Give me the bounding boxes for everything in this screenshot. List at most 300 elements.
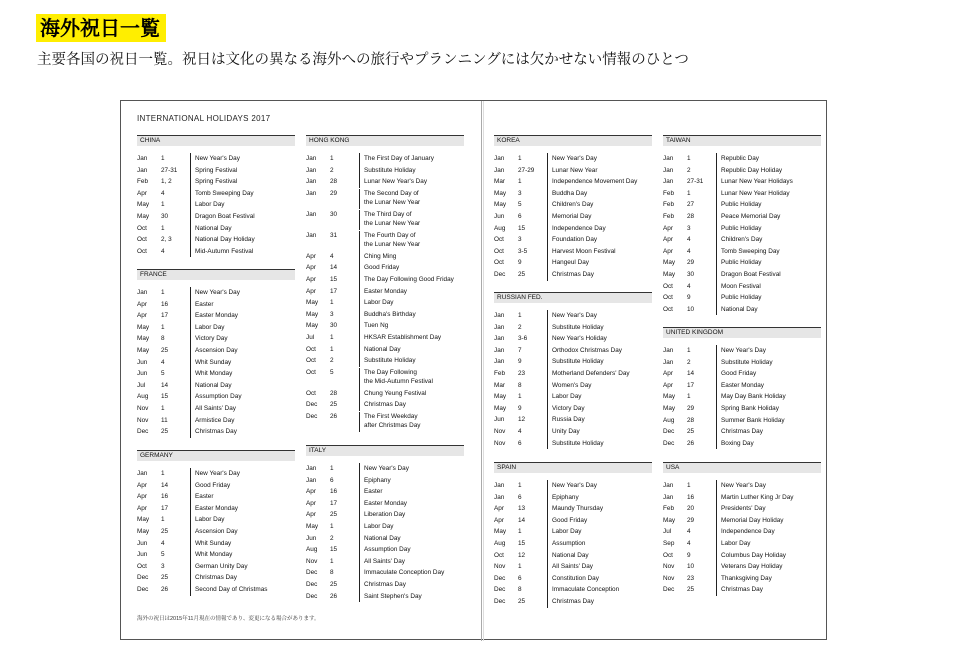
holiday-row [137,584,295,596]
holiday-row [306,388,464,400]
holiday-name: Children's Day [552,201,594,209]
holiday-date: 1 [518,526,548,538]
holiday-month: Oct [494,247,504,255]
holiday-row [137,333,295,345]
holiday-date: 1 [518,561,548,573]
holiday-date: 7 [518,345,548,357]
holiday-row [663,234,821,246]
holiday-row [494,561,652,573]
holiday-date: 4 [687,526,717,538]
holiday-name: Constitution Day [552,574,599,582]
holiday-name: Independence Day [721,528,775,536]
holiday-name: Harvest Moon Festival [552,247,616,255]
holiday-name: Orthodox Christmas Day [552,346,622,354]
holiday-date: 1 [518,176,548,188]
holiday-date: 14 [161,480,191,492]
holiday-row [494,223,652,235]
holiday-date: 10 [687,304,717,316]
holiday-row [137,468,295,480]
holiday-row [494,391,652,403]
holiday-row [663,345,821,357]
holiday-date: 15 [330,544,360,556]
holiday-row [663,415,821,427]
holiday-row [494,176,652,188]
holiday-list [663,153,821,315]
holiday-row [306,399,464,411]
holiday-list [306,463,464,602]
holiday-row [306,486,464,498]
holiday-date: 1 [161,514,191,526]
holiday-date: 25 [161,572,191,584]
holiday-row [663,391,821,403]
holiday-month: Jun [494,416,505,424]
holiday-month: Dec [306,569,318,577]
holiday-date: 25 [330,399,360,411]
booklet-spine [481,101,482,641]
holiday-name: Easter Monday [364,287,407,295]
holiday-list [137,468,295,596]
holiday-month: Oct [494,236,504,244]
holiday-list [494,310,652,449]
holiday-date: 1 [518,391,548,403]
holiday-name: Chung Yeung Festival [364,389,427,397]
holiday-name: Whit Monday [195,370,233,378]
holiday-list [137,153,295,257]
holiday-date: 4 [687,234,717,246]
holiday-date: 4 [687,538,717,550]
holiday-name: All Saints' Day [364,557,405,565]
holiday-month: Oct [663,282,673,290]
holiday-row [306,153,464,165]
holiday-month: Jul [663,528,672,536]
section-france [137,269,295,438]
holiday-date: 1 [330,463,360,475]
holiday-name: Christmas Day [721,586,763,594]
holiday-date: 1 [518,310,548,322]
holiday-date: 1 [161,287,191,299]
holiday-row [663,188,821,200]
holiday-name: National Day [195,224,232,232]
holiday-row [306,498,464,510]
holiday-row [306,544,464,556]
section-korea [494,135,652,281]
holiday-name: Labor Day [552,393,582,401]
holiday-date: 6 [518,438,548,450]
holiday-name: Peace Memorial Day [721,212,781,220]
holiday-date: 14 [330,262,360,274]
holiday-month: Dec [494,574,506,582]
holiday-row [663,550,821,562]
holiday-name: Public Holiday [721,201,762,209]
holiday-name: The Third Day of the Lunar New Year [364,210,421,227]
holiday-name: Labor Day [364,522,394,530]
holiday-list [663,345,821,449]
holiday-name: Christmas Day [195,428,237,436]
holiday-row [494,333,652,345]
holiday-month: Dec [663,428,675,436]
holiday-date: 28 [330,388,360,400]
holiday-date: 2, 3 [161,234,191,246]
holiday-month: Apr [137,481,147,489]
holiday-row [306,567,464,579]
holiday-row [494,188,652,200]
holiday-month: Feb [663,201,675,209]
holiday-row [663,281,821,293]
holiday-month: May [494,393,507,401]
holiday-row [494,269,652,281]
holiday-name: Lunar New Year Holiday [721,189,790,197]
holiday-row [137,415,295,427]
holiday-name: Ascension Day [195,527,238,535]
holiday-month: Nov [137,404,149,412]
holiday-month: May [137,201,150,209]
holiday-name: Good Friday [195,481,231,489]
page-subtitle: 主要各国の祝日一覧。祝日は文化の異なる海外への旅行やプランニングには欠かせない情報のひとつ [37,52,689,68]
holiday-name: Immaculate Conception [552,586,620,594]
holiday-month: Dec [137,585,149,593]
holiday-name: Christmas Day [721,428,763,436]
holiday-date: 2 [687,357,717,369]
holiday-name: Columbus Day Holiday [721,551,786,559]
holiday-row [663,269,821,281]
holiday-row [494,596,652,608]
holiday-row [137,391,295,403]
holiday-date: 1 [161,468,191,480]
holiday-date: 29 [687,515,717,527]
holiday-month: Apr [306,275,316,283]
holiday-name: Saint Stephen's Day [364,592,422,600]
holiday-date: 26 [330,412,360,432]
holiday-row [494,414,652,426]
holiday-month: Jan [494,358,505,366]
holiday-month: Oct [306,389,316,397]
holiday-date: 25 [687,426,717,438]
holiday-list [494,153,652,281]
holiday-name: Assumption Day [364,546,411,554]
holiday-month: Apr [663,370,673,378]
holiday-date: 9 [518,257,548,269]
holiday-name: Substitute Holiday [721,358,773,366]
holiday-date: 15 [518,223,548,235]
holiday-row [306,209,464,230]
holiday-date: 16 [687,492,717,504]
booklet-footnote: 海外の祝日は2015年11月現在の情報であり、変更になる場合があります。 [137,616,320,622]
holiday-list [137,287,295,438]
holiday-row [663,357,821,369]
holiday-row [306,475,464,487]
holiday-row [306,579,464,591]
holiday-row [137,514,295,526]
section-heading: TAIWAN [663,135,821,146]
holiday-row [137,246,295,258]
holiday-name: Liberation Day [364,511,406,519]
holiday-row [663,515,821,527]
holiday-month: Jan [306,155,317,162]
holiday-row [306,251,464,263]
holiday-row [663,199,821,211]
holiday-month: Jan [494,493,505,501]
holiday-month: Jan [137,155,148,162]
holiday-date: 3 [687,223,717,235]
holiday-month: Oct [137,562,147,570]
holiday-month: May [306,310,319,318]
holiday-name: Whit Monday [195,551,233,559]
holiday-date: 1 [687,188,717,200]
holiday-date: 10 [687,561,717,573]
holiday-name: New Year's Day [195,289,240,296]
holiday-name: Easter Monday [195,312,238,320]
holiday-row [494,153,652,165]
holiday-row [306,521,464,533]
holiday-row [306,262,464,274]
holiday-month: Apr [306,499,316,507]
holiday-name: New Year's Day [364,465,409,472]
holiday-list [663,480,821,596]
holiday-month: Apr [306,488,316,496]
holiday-date: 1 [330,153,360,165]
holiday-list [306,153,464,432]
section-heading: RUSSIAN FED. [494,292,652,303]
holiday-date: 27 [687,199,717,211]
holiday-name: National Day [721,305,758,313]
holiday-month: Jan [663,347,674,354]
holiday-date: 1 [330,297,360,309]
holiday-name: Easter Monday [195,504,238,512]
holiday-date: 30 [330,320,360,332]
holiday-row [494,368,652,380]
holiday-row [137,322,295,334]
holiday-month: Jan [494,346,505,354]
holiday-name: Labor Day [195,201,225,209]
holiday-month: Jun [137,539,148,547]
section-russian-fed [494,292,652,449]
holiday-month: Feb [137,178,149,186]
booklet-spine-shadow [483,101,484,641]
holiday-month: May [663,404,676,412]
holiday-month: Feb [663,505,675,513]
holiday-month: Jan [306,189,317,197]
holiday-month: Jan [494,166,505,174]
holiday-name: New Year's Day [552,312,597,319]
holiday-name: Women's Day [552,381,592,389]
holiday-row [306,344,464,356]
booklet-title: INTERNATIONAL HOLIDAYS 2017 [137,114,271,123]
holiday-row [494,345,652,357]
holiday-month: Apr [306,264,316,272]
holiday-date: 29 [687,257,717,269]
holiday-name: Tomb Sweeping Day [721,247,780,255]
holiday-row [306,533,464,545]
holiday-date: 6 [330,475,360,487]
holiday-month: Dec [137,574,149,582]
holiday-row [494,356,652,368]
holiday-name: Public Holiday [721,224,762,232]
holiday-month: May [663,516,676,524]
holiday-name: Spring Festival [195,178,238,186]
holiday-month: Aug [494,224,506,232]
holiday-month: Jan [306,476,317,484]
holiday-date: 29 [687,403,717,415]
holiday-month: Jan [137,166,148,174]
holiday-date: 4 [687,246,717,258]
holiday-name: New Year's Day [552,482,597,489]
holiday-name: Spring Festival [195,166,238,174]
holiday-row [306,509,464,521]
holiday-month: Apr [137,189,147,197]
holiday-date: 28 [330,176,360,188]
holiday-row [306,286,464,298]
holiday-date: 27-29 [518,165,548,177]
holiday-row [663,380,821,392]
holiday-name: Good Friday [721,370,757,378]
holiday-month: Dec [663,586,675,594]
holiday-name: German Unity Day [195,562,248,570]
holiday-date: 9 [518,356,548,368]
holiday-name: The First Day of January [364,155,434,162]
holiday-month: May [137,516,150,524]
holiday-name: Independence Movement Day [552,178,638,186]
holiday-month: May [494,528,507,536]
holiday-month: Feb [663,212,675,220]
holiday-date: 1 [687,153,717,165]
holiday-name: Boxing Day [721,439,754,447]
holiday-name: Labor Day [195,516,225,524]
holiday-date: 5 [161,549,191,561]
holiday-name: All Saints' Day [195,404,236,412]
holiday-date: 23 [687,573,717,585]
holiday-name: New Year's Day [552,155,597,162]
holiday-row [137,165,295,177]
holiday-date: 6 [518,211,548,223]
holiday-name: The Day Following Good Friday [364,275,454,283]
holiday-row [137,234,295,246]
holiday-month: Apr [137,504,147,512]
holiday-month: Apr [306,252,316,260]
holiday-date: 3 [518,234,548,246]
section-germany [137,450,295,596]
holiday-date: 1 [330,332,360,344]
holiday-row [663,573,821,585]
holiday-row [663,584,821,596]
holiday-name: Mid-Autumn Festival [195,247,254,255]
holiday-month: Nov [494,439,506,447]
holiday-name: Moon Festival [721,282,761,290]
holiday-month: Jan [306,210,317,218]
holiday-name: Christmas Day [552,270,594,278]
holiday-row [494,246,652,258]
holiday-name: Christmas Day [364,401,406,409]
holiday-row [137,538,295,550]
holiday-date: 5 [161,368,191,380]
holiday-row [137,176,295,188]
holiday-month: May [306,299,319,307]
holiday-date: 17 [330,498,360,510]
holiday-row [663,403,821,415]
holiday-name: May Day Bank Holiday [721,393,786,401]
section-usa [663,462,821,596]
holiday-name: Christmas Day [364,580,406,588]
holiday-month: Jul [137,381,146,389]
holiday-name: Christmas Day [195,574,237,582]
holiday-month: Apr [663,236,673,244]
holiday-month: Apr [494,505,504,513]
header [36,14,166,42]
holiday-month: Mar [494,381,506,389]
holiday-month: Jan [663,493,674,501]
holiday-row [663,538,821,550]
holiday-date: 25 [330,509,360,521]
holiday-date: 2 [330,165,360,177]
holiday-date: 8 [330,567,360,579]
holiday-row [137,188,295,200]
holiday-month: May [663,393,676,401]
holiday-date: 25 [161,526,191,538]
holiday-date: 15 [518,538,548,550]
holiday-date: 20 [687,503,717,515]
holiday-date: 14 [518,515,548,527]
holiday-month: May [137,346,150,354]
holiday-date: 2 [687,165,717,177]
holiday-row [137,491,295,503]
holiday-name: Spring Bank Holiday [721,404,779,412]
holiday-row [494,526,652,538]
holiday-date: 4 [161,246,191,258]
holiday-month: Jan [494,482,505,489]
holiday-date: 16 [161,491,191,503]
holiday-row [494,403,652,415]
holiday-name: Whit Sunday [195,539,232,547]
holiday-row [137,211,295,223]
holiday-row [306,176,464,188]
holiday-month: Dec [306,592,318,600]
holiday-month: May [494,189,507,197]
holiday-date: 30 [687,269,717,281]
holiday-row [494,257,652,269]
holiday-name: Labor Day [364,299,394,307]
holiday-month: Dec [494,597,506,605]
holiday-date: 1 [161,403,191,415]
holiday-name: New Year's Holiday [552,335,607,343]
holiday-name: Children's Day [721,236,763,244]
holiday-name: Assumption [552,539,586,547]
holiday-date: 2 [518,322,548,334]
holiday-month: May [663,259,676,267]
holiday-name: Assumption Day [195,393,242,401]
holiday-month: Jan [663,482,674,489]
holiday-date: 1 [161,153,191,165]
holiday-name: National Day [195,381,232,389]
holiday-name: Good Friday [552,516,588,524]
holiday-month: Apr [663,381,673,389]
holiday-date: 26 [330,591,360,603]
holiday-name: Foundation Day [552,236,598,244]
holiday-row [306,320,464,332]
holiday-row [137,526,295,538]
section-taiwan [663,135,821,315]
holiday-date: 1 [518,153,548,165]
holiday-month: Oct [306,357,316,365]
holiday-name: Substitute Holiday [552,323,604,331]
holiday-row [663,257,821,269]
holiday-date: 31 [330,231,360,251]
holiday-row [137,153,295,165]
holiday-date: 1 [161,199,191,211]
holiday-row [663,165,821,177]
holiday-month: Oct [494,551,504,559]
holiday-name: Hangeul Day [552,259,589,267]
holiday-month: Apr [137,312,147,320]
holiday-row [137,345,295,357]
